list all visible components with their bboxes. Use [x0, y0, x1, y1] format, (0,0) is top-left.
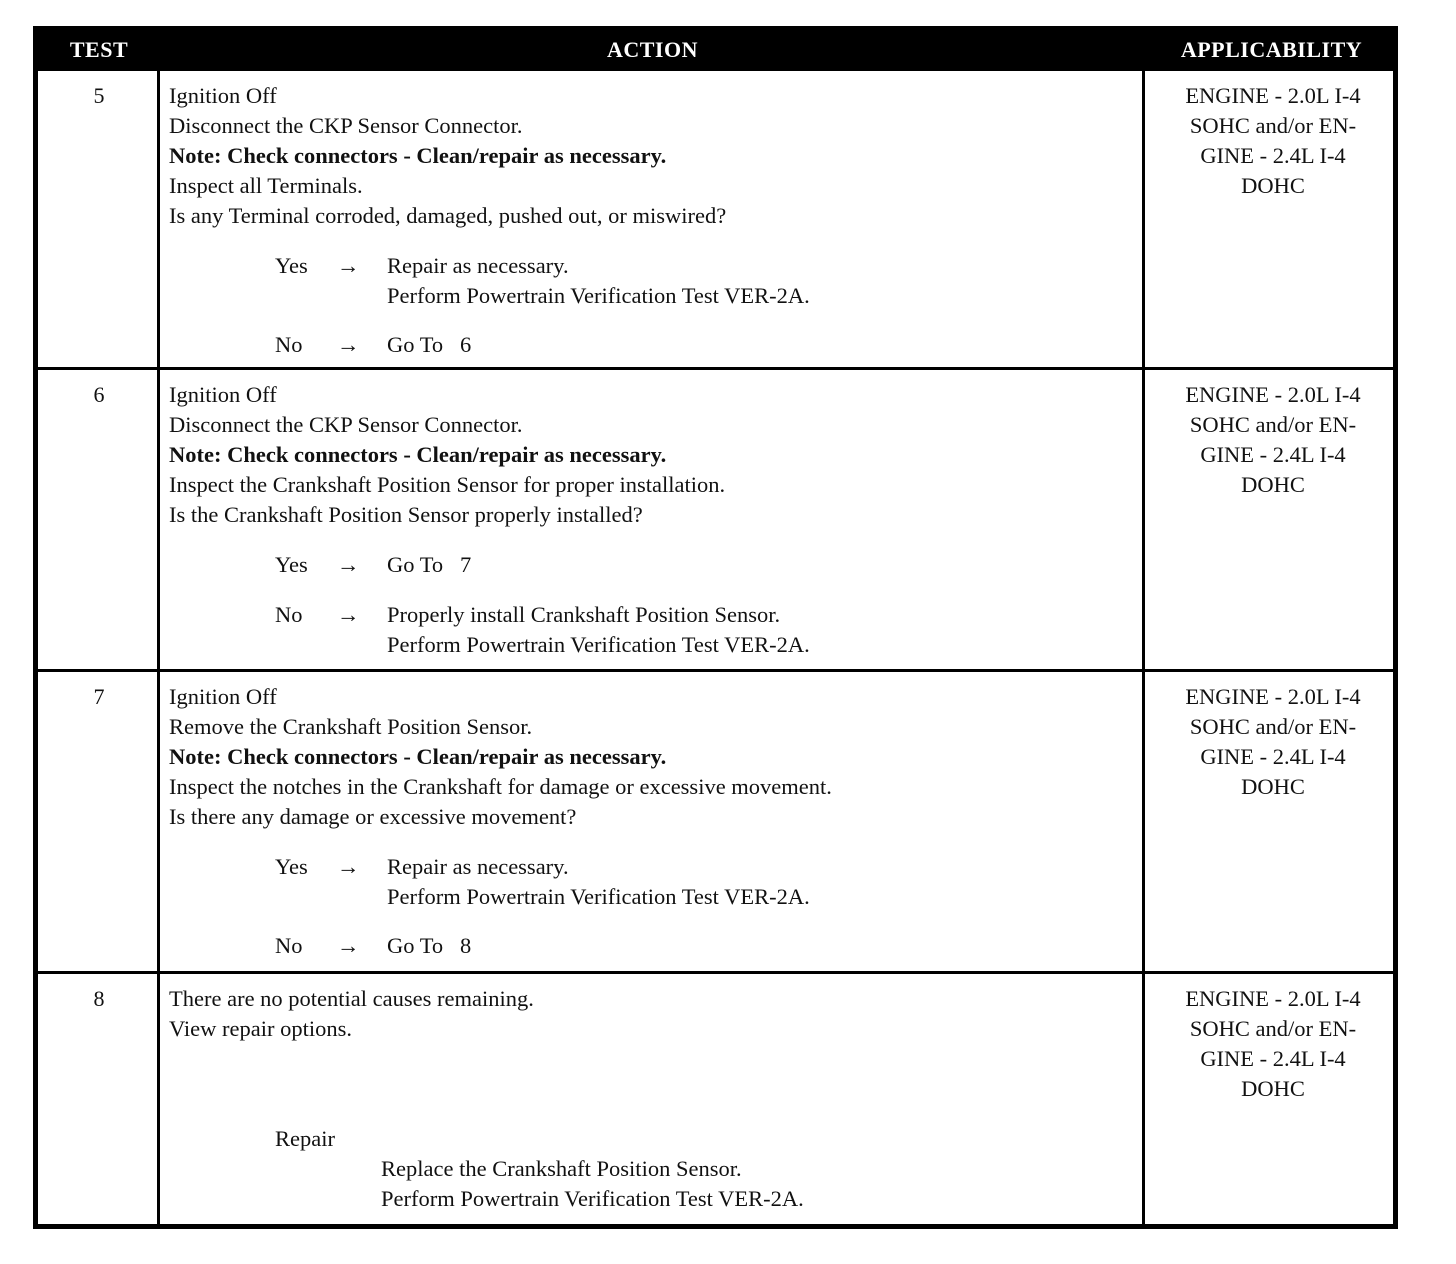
no-label: No [275, 933, 303, 958]
table-row [38, 370, 1393, 669]
applicability-line: ENGINE - 2.0L I-4 [1185, 684, 1361, 709]
yes-branch [275, 550, 472, 580]
test-number: 8 [93, 986, 105, 1011]
action-line: Inspect all Terminals. [169, 173, 363, 198]
action-question: Is the Crankshaft Position Sensor properly installed? [169, 502, 643, 527]
applicability-line: DOHC [1241, 774, 1305, 799]
arrow-icon: → [337, 854, 360, 879]
applicability-line: GINE - 2.4L I-4 [1200, 744, 1346, 769]
yes-label: Yes [275, 552, 308, 577]
table-row [38, 672, 1393, 971]
repair-result [381, 1154, 804, 1214]
result-line: Perform Powertrain Verification Test VER-2A. [387, 632, 810, 657]
table-row [38, 974, 1393, 1229]
action-line: Inspect the Crankshaft Position Sensor for proper installation. [169, 472, 726, 497]
action-cell [169, 81, 1134, 357]
arrow-icon: → [337, 933, 360, 958]
action-line: Inspect the notches in the Crankshaft for damage or excessive movement. [169, 774, 832, 799]
diagnostic-table [33, 26, 1398, 1229]
yes-branch [275, 852, 810, 909]
applicability-cell [1148, 682, 1398, 802]
yes-result: Go To 7 [387, 552, 472, 577]
action-line: Remove the Crankshaft Position Sensor. [169, 714, 533, 739]
applicability-line: GINE - 2.4L I-4 [1200, 442, 1346, 467]
test-number: 5 [93, 83, 105, 108]
yes-label: Yes [275, 854, 308, 879]
header-action: ACTION [606, 37, 698, 62]
action-line: There are no potential causes remaining. [169, 986, 534, 1011]
action-cell [169, 984, 1134, 1211]
applicability-line: GINE - 2.4L I-4 [1200, 143, 1346, 168]
header-applicability: APPLICABILITY [1180, 37, 1363, 62]
applicability-line: SOHC and/or EN- [1189, 714, 1357, 739]
applicability-cell [1148, 984, 1398, 1104]
arrow-icon: → [337, 253, 360, 278]
action-line: Disconnect the CKP Sensor Connector. [169, 412, 523, 437]
action-note: Note: Check connectors - Clean/repair as necessary. [169, 442, 667, 467]
applicability-line: SOHC and/or EN- [1189, 113, 1357, 138]
table-header [38, 31, 1393, 71]
action-question: Is there any damage or excessive movement? [169, 804, 577, 829]
header-test: TEST [69, 37, 129, 62]
yes-label: Yes [275, 253, 308, 278]
action-cell [169, 682, 1134, 958]
applicability-line: GINE - 2.4L I-4 [1200, 1046, 1346, 1071]
applicability-cell [1148, 81, 1398, 201]
yes-branch [275, 251, 810, 308]
arrow-icon: → [337, 552, 360, 577]
applicability-line: DOHC [1241, 173, 1305, 198]
result-line: Repair as necessary. [387, 253, 569, 278]
result-line: Perform Powertrain Verification Test VER-2A. [387, 884, 810, 909]
applicability-line: DOHC [1241, 1076, 1305, 1101]
arrow-icon: → [337, 332, 360, 357]
applicability-line: ENGINE - 2.0L I-4 [1185, 986, 1361, 1011]
no-branch [275, 330, 472, 360]
action-cell [169, 380, 1134, 657]
result-line: Perform Powertrain Verification Test VER-2A. [381, 1186, 804, 1211]
result-line: Repair as necessary. [387, 854, 569, 879]
action-line: Ignition Off [169, 684, 277, 709]
action-note: Note: Check connectors - Clean/repair as necessary. [169, 143, 667, 168]
no-result: Go To 6 [387, 332, 472, 357]
no-result: Go To 8 [387, 933, 472, 958]
action-line: Disconnect the CKP Sensor Connector. [169, 113, 523, 138]
yes-result [387, 251, 810, 311]
action-line: Ignition Off [169, 382, 277, 407]
applicability-line: ENGINE - 2.0L I-4 [1185, 382, 1361, 407]
result-line: Perform Powertrain Verification Test VER-2A. [387, 283, 810, 308]
no-branch [275, 600, 810, 657]
action-note: Note: Check connectors - Clean/repair as necessary. [169, 744, 667, 769]
repair-label: Repair [275, 1126, 335, 1151]
yes-result [387, 852, 810, 912]
arrow-icon: → [337, 602, 360, 627]
action-line: Ignition Off [169, 83, 277, 108]
result-line: Replace the Crankshaft Position Sensor. [381, 1156, 742, 1181]
repair-branch [275, 1124, 335, 1154]
no-result [387, 600, 810, 660]
applicability-line: SOHC and/or EN- [1189, 1016, 1357, 1041]
result-line: Properly install Crankshaft Position Sensor. [387, 602, 781, 627]
no-branch [275, 931, 472, 961]
action-line: View repair options. [169, 1016, 352, 1041]
action-question: Is any Terminal corroded, damaged, pushed out, or miswired? [169, 203, 727, 228]
test-number: 6 [93, 382, 105, 407]
test-number: 7 [93, 684, 105, 709]
applicability-cell [1148, 380, 1398, 500]
table-row [38, 71, 1393, 367]
applicability-line: DOHC [1241, 472, 1305, 497]
applicability-line: ENGINE - 2.0L I-4 [1185, 83, 1361, 108]
applicability-line: SOHC and/or EN- [1189, 412, 1357, 437]
no-label: No [275, 332, 303, 357]
no-label: No [275, 602, 303, 627]
